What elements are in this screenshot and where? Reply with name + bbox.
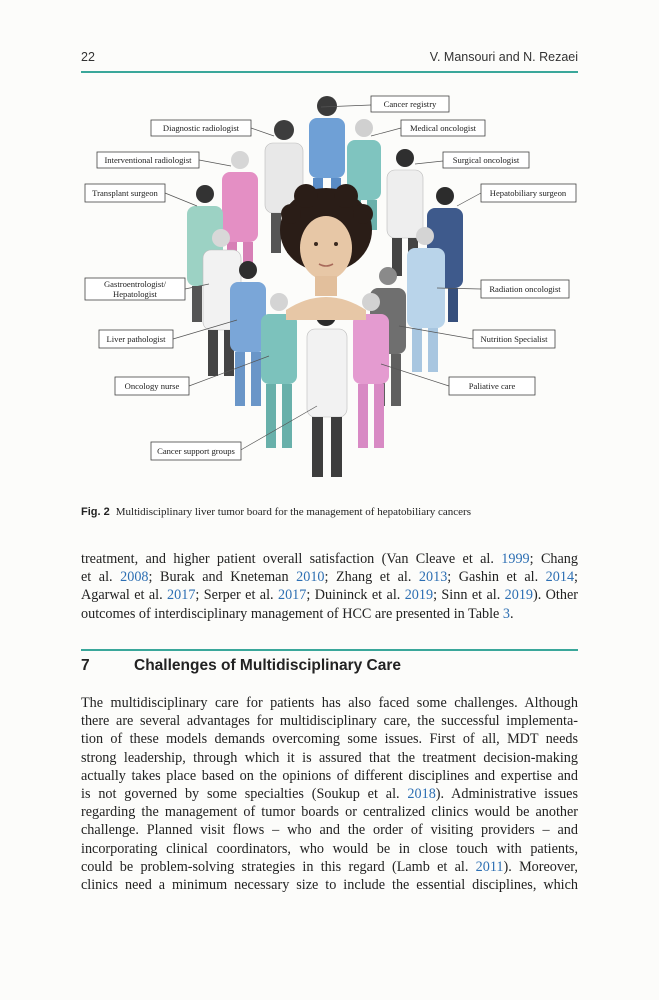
label-diagnostic-radiologist bbox=[151, 120, 251, 136]
citation-link[interactable]: 2010 bbox=[296, 569, 325, 586]
text-line: tion of these models demands overcoming some issues. First of all, MDT needs bbox=[81, 731, 578, 748]
section-number: 7 bbox=[81, 657, 90, 674]
svg-text:Nutrition Specialist: Nutrition Specialist bbox=[480, 334, 548, 344]
text-line: there are several advantages for multidisciplinary care, the successful implementa- bbox=[81, 713, 578, 730]
svg-text:Paliative care: Paliative care bbox=[468, 381, 516, 391]
label-hepatobiliary-surgeon bbox=[481, 184, 576, 202]
svg-text:Cancer support groups: Cancer support groups bbox=[157, 446, 235, 456]
label-nutrition-specialist bbox=[473, 330, 555, 348]
citation-link[interactable]: 2017 bbox=[277, 587, 307, 604]
citation-link[interactable]: 2018 bbox=[407, 785, 436, 802]
citation-link[interactable]: 2017 bbox=[167, 587, 196, 604]
text-line: et al. 2008; Burak and Kneteman 2010; Zhang et al. 2013; Gashin et al. 2014; bbox=[81, 569, 578, 586]
label-cancer-registry bbox=[371, 96, 449, 112]
person-cancer-support bbox=[307, 306, 347, 477]
svg-text:Diagnostic radiologist: Diagnostic radiologist bbox=[162, 123, 240, 133]
svg-text:Oncology nurse: Oncology nurse bbox=[124, 381, 180, 391]
svg-text:Cancer registry: Cancer registry bbox=[383, 99, 437, 109]
paragraph-challenges bbox=[81, 694, 578, 894]
page-number: 22 bbox=[81, 50, 95, 64]
header-rule bbox=[81, 71, 578, 73]
text-line: could be problem-solving strategies in this regard (Lamb et al. 2011). Moreover, bbox=[81, 858, 578, 875]
citation-link[interactable]: 2014 bbox=[545, 569, 575, 586]
label-surgical-oncologist bbox=[443, 152, 529, 168]
svg-text:Radiation oncologist: Radiation oncologist bbox=[489, 284, 561, 294]
svg-text:Transplant surgeon: Transplant surgeon bbox=[92, 188, 158, 198]
running-authors: V. Mansouri and N. Rezaei bbox=[429, 50, 578, 64]
text-line: treatment, and higher patient overall satisfaction (Van Cleave et al. 1999; Chang bbox=[81, 551, 578, 567]
section-heading bbox=[81, 657, 578, 677]
text-line: is not governed by some specialties (Soukup et al. 2018). Administrative issues bbox=[81, 785, 579, 802]
svg-text:Hepatologist: Hepatologist bbox=[113, 289, 157, 299]
running-header bbox=[81, 50, 578, 68]
text-line: outcomes of interdisciplinary management of HCC are presented in Table 3. bbox=[81, 605, 514, 622]
caption-text: Multidisciplinary liver tumor board for the management of hepatobiliary cancers bbox=[115, 506, 471, 518]
patient-portrait bbox=[280, 184, 373, 320]
label-oncology-nurse bbox=[115, 377, 189, 395]
text-line: challenge. Planned visit flows – who and the order of visiting providers – and bbox=[81, 822, 578, 839]
text-line: strong leadership, through which it is assured that the treatment decision-making bbox=[81, 749, 578, 766]
text-line: actually takes place based on the opinions of different disciplines and expertise and bbox=[81, 767, 578, 784]
svg-text:Medical oncologist: Medical oncologist bbox=[409, 123, 477, 133]
svg-text:Liver pathologist: Liver pathologist bbox=[106, 334, 166, 344]
figure-tumor-board bbox=[81, 88, 578, 498]
citation-link[interactable]: 2008 bbox=[120, 569, 149, 586]
svg-text:Interventional radiologist: Interventional radiologist bbox=[104, 155, 192, 165]
table-link[interactable]: 3 bbox=[502, 605, 510, 622]
text-line: Agarwal et al. 2017; Serper et al. 2017; Duininck et al. 2019; Sinn et al. 2019). Other bbox=[81, 587, 578, 604]
label-transplant-surgeon bbox=[85, 184, 165, 202]
label-palliative-care bbox=[449, 377, 535, 395]
label-interventional-radiologist bbox=[97, 152, 199, 168]
people-illustration bbox=[187, 96, 463, 477]
section-rule bbox=[81, 649, 578, 651]
citation-link[interactable]: 2013 bbox=[418, 569, 448, 586]
section-title: Challenges of Multidisciplinary Care bbox=[134, 657, 402, 674]
citation-link[interactable]: 2011 bbox=[475, 858, 504, 875]
svg-text:Gastroentrologist/: Gastroentrologist/ bbox=[103, 279, 167, 289]
paragraph-outcomes bbox=[81, 550, 578, 623]
label-gastroenterologist bbox=[85, 278, 185, 300]
citation-link[interactable]: 2019 bbox=[504, 587, 534, 604]
figure-caption bbox=[81, 506, 578, 518]
label-cancer-support-groups bbox=[151, 442, 241, 460]
label-medical-oncologist bbox=[401, 120, 485, 136]
label-radiation-oncologist bbox=[481, 280, 569, 298]
svg-text:Surgical oncologist: Surgical oncologist bbox=[452, 155, 520, 165]
citation-link[interactable]: 1999 bbox=[501, 551, 530, 567]
text-line: incorporating clinical coordinators, who would be in close touch with patients, bbox=[81, 840, 578, 857]
person-liver-pathologist bbox=[230, 261, 266, 406]
label-liver-pathologist bbox=[99, 330, 173, 348]
text-line: regarding the management of tumor boards or centralized clinics would be another bbox=[81, 804, 578, 821]
figure-illustration bbox=[81, 88, 578, 498]
citation-link[interactable]: 2019 bbox=[404, 587, 434, 604]
person-radiation-oncologist bbox=[407, 227, 445, 372]
text-line: The multidisciplinary care for patients has also faced some challenges. Although bbox=[81, 695, 578, 711]
caption-label: Fig. 2 bbox=[81, 506, 110, 518]
svg-text:Hepatobiliary surgeon: Hepatobiliary surgeon bbox=[489, 188, 567, 198]
text-line: clinics need a minimum necessary size to include the essential disciplines, which bbox=[81, 876, 578, 893]
